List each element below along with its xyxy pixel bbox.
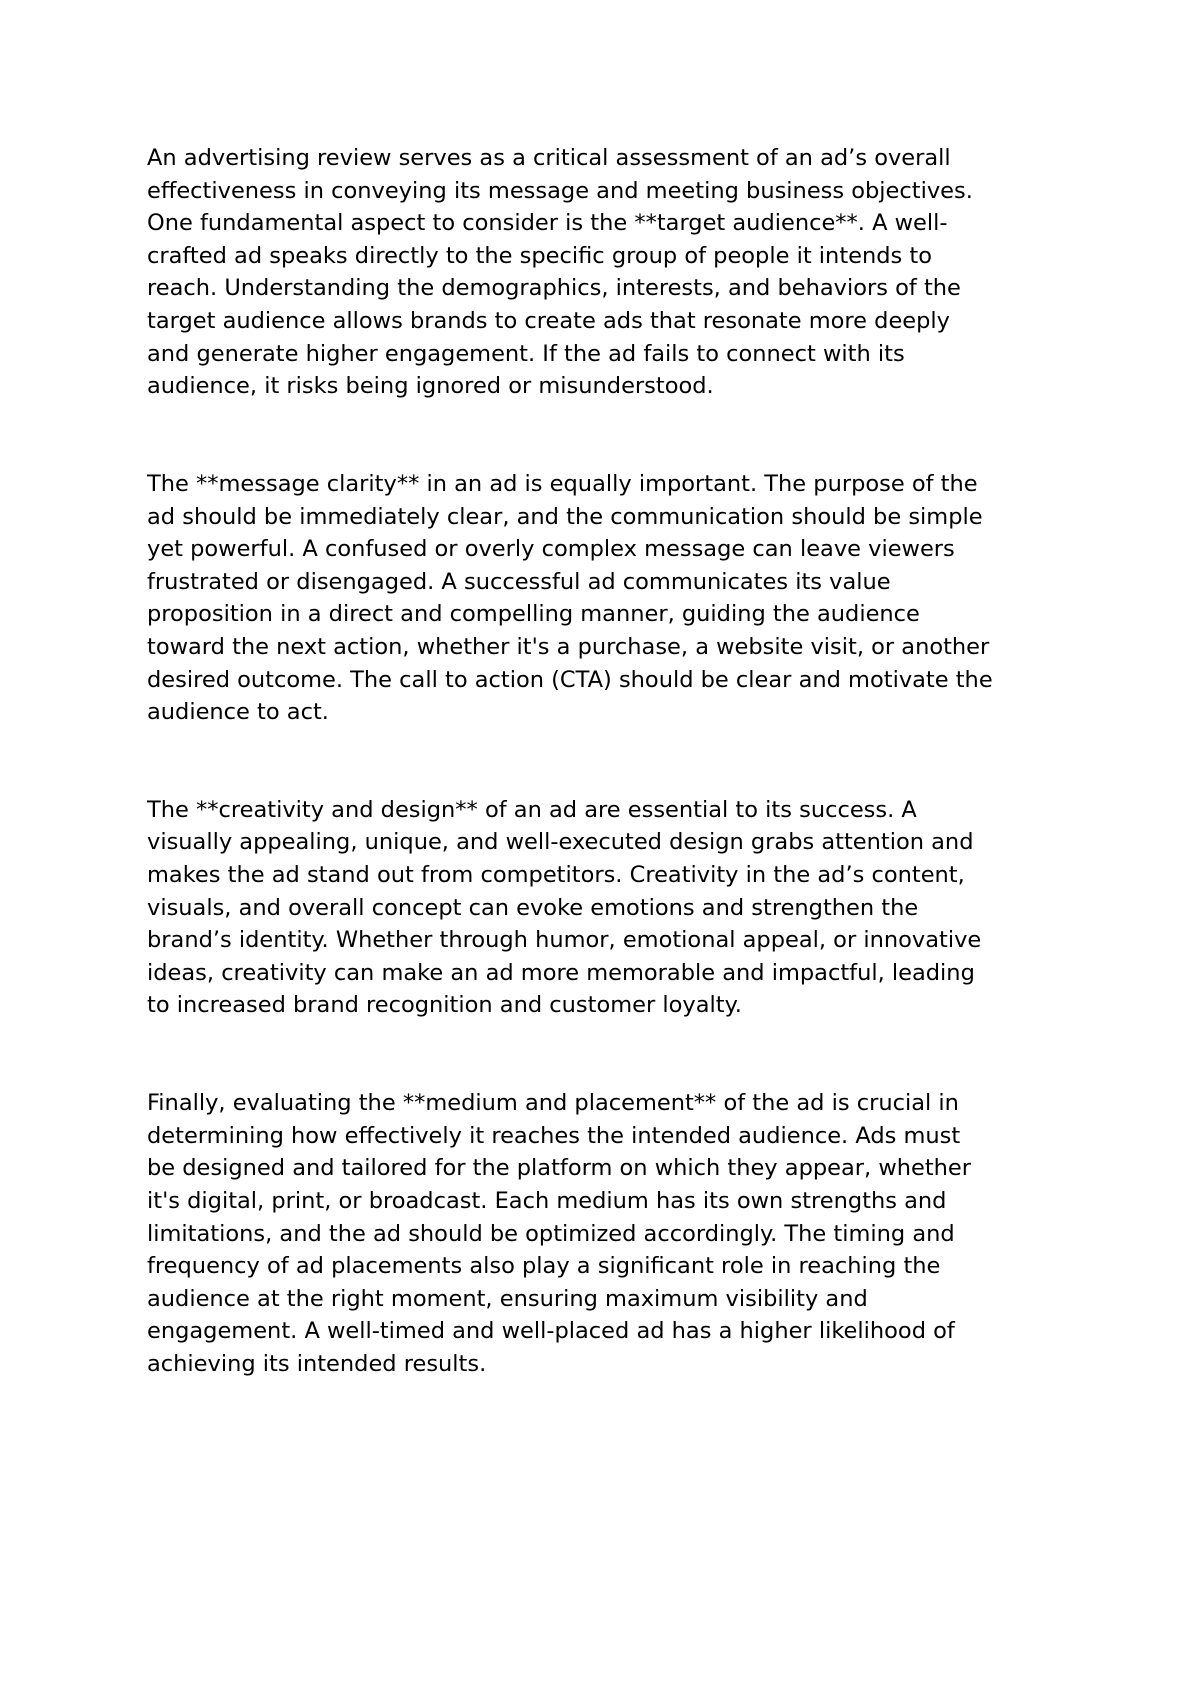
text-line: audience to act. (147, 699, 329, 726)
text-line: audience, it risks being ignored or misunderstood. (147, 373, 714, 400)
text-line: desired outcome. The call to action (CTA) should be clear and motivate the (147, 666, 993, 693)
document-body (147, 142, 1077, 1446)
text-line: The **creativity and design** of an ad are essential to its success. A (147, 796, 917, 823)
text-line: The **message clarity** in an ad is equally important. The purpose of the (147, 470, 978, 497)
text-line: crafted ad speaks directly to the specific group of people it intends to (147, 242, 932, 269)
text-line: be designed and tailored for the platform on which they appear, whether (147, 1155, 971, 1182)
text-line: One fundamental aspect to consider is the **target audience**. A well- (147, 210, 948, 237)
text-line: frequency of ad placements also play a significant role in reaching the (147, 1253, 941, 1280)
text-line: limitations, and the ad should be optimized accordingly. The timing and (147, 1220, 955, 1247)
text-line: audience at the right moment, ensuring maximum visibility and (147, 1285, 868, 1312)
text-line: determining how effectively it reaches the intended audience. Ads must (147, 1122, 961, 1149)
paragraph-medium-placement (147, 1087, 1077, 1380)
text-line: brand’s identity. Whether through humor, emotional appeal, or innovative (147, 927, 982, 954)
paragraph-target-audience (147, 142, 1077, 403)
paragraph-message-clarity (147, 468, 1077, 729)
text-line: target audience allows brands to create ads that resonate more deeply (147, 307, 950, 334)
text-line: visually appealing, unique, and well-executed design grabs attention and (147, 829, 974, 856)
text-line: achieving its intended results. (147, 1350, 487, 1377)
text-line: toward the next action, whether it's a purchase, a website visit, or another (147, 633, 990, 660)
text-line: Finally, evaluating the **medium and placement** of the ad is crucial in (147, 1090, 959, 1117)
text-line: frustrated or disengaged. A successful ad communicates its value (147, 568, 891, 595)
text-line: effectiveness in conveying its message and meeting business objectives. (147, 177, 973, 204)
text-line: makes the ad stand out from competitors. Creativity in the ad’s content, (147, 862, 965, 889)
text-line: ideas, creativity can make an ad more memorable and impactful, leading (147, 959, 975, 986)
text-line: visuals, and overall concept can evoke emotions and strengthen the (147, 894, 919, 921)
text-line: ad should be immediately clear, and the communication should be simple (147, 503, 983, 530)
text-line: An advertising review serves as a critical assessment of an ad’s overall (147, 145, 951, 171)
text-line: it's digital, print, or broadcast. Each medium has its own strengths and (147, 1188, 947, 1214)
text-line: and generate higher engagement. If the ad fails to connect with its (147, 340, 905, 367)
text-line: reach. Understanding the demographics, interests, and behaviors of the (147, 275, 961, 302)
text-line: to increased brand recognition and customer loyalty. (147, 992, 742, 1019)
text-line: proposition in a direct and compelling manner, guiding the audience (147, 601, 920, 628)
text-line: yet powerful. A confused or overly complex message can leave viewers (147, 536, 955, 563)
paragraph-creativity-design (147, 794, 1077, 1022)
text-line: engagement. A well-timed and well-placed ad has a higher likelihood of (147, 1318, 955, 1345)
